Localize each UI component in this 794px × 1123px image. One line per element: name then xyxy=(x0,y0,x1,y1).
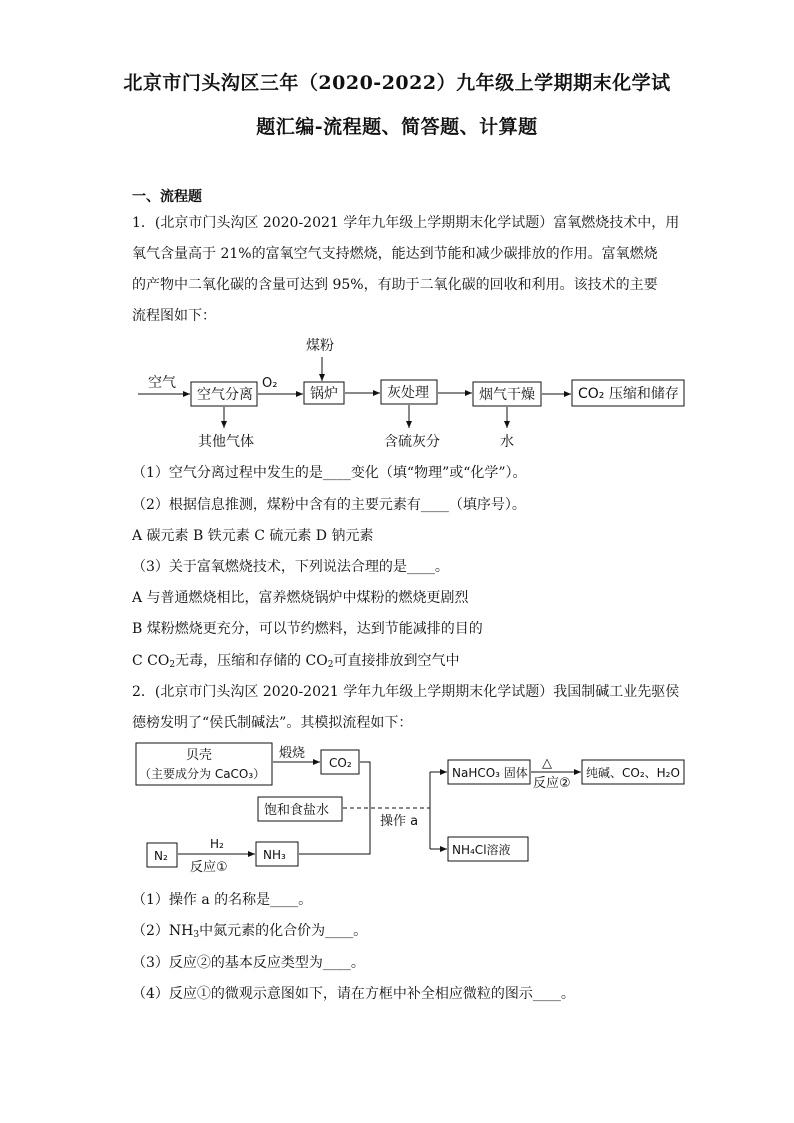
q1-option-b: B 煤粉燃烧更充分，可以节约燃料，达到节能减排的目的 xyxy=(132,621,483,637)
nahco3-label: NaHCO₃ 固体 xyxy=(452,766,528,780)
q1-line1: 1．(北京市门头沟区 2020-2021 学年九年级上学期期末化学试题）富氧燃烧技术中，用 xyxy=(132,215,680,231)
o2-label: O₂ xyxy=(262,376,278,391)
co2-label: CO₂ xyxy=(329,756,352,770)
nh4cl-label: NH₄Cl溶液 xyxy=(452,843,511,857)
nh3-label: NH₃ xyxy=(263,848,286,862)
reaction2-label: 反应② xyxy=(533,776,571,791)
q2-sub2: $(2)NH_3$中氮元素的化合价为____。 xyxy=(132,923,368,940)
products-label: 纯碱、CO₂、H₂O xyxy=(586,766,680,780)
document-title-line2: 题汇编-流程题、简答题、计算题 xyxy=(256,116,538,138)
shell-label: 贝壳 xyxy=(186,748,213,763)
q1-line3: 的产物中二氧化碳的含量可达到 95%，有助于二氧化碳的回收和利用。该技术的主要 xyxy=(132,277,658,293)
q2-line2: 德榜发明了“侯氏制碱法”。其模拟流程如下： xyxy=(132,715,413,731)
q2-sub3: （3）反应②的基本反应类型为____。 xyxy=(132,955,365,971)
document-title-line1: 北京市门头沟区三年（2020-2022）九年级上学期期末化学试 xyxy=(123,72,671,94)
air-label: 空气 xyxy=(148,375,176,391)
co2-store-label: CO₂ 压缩和储存 xyxy=(578,386,679,402)
section-heading: 一、流程题 xyxy=(132,189,202,205)
reaction1-label: 反应① xyxy=(190,860,228,875)
h2-label: H₂ xyxy=(210,837,224,851)
shell-note: （主要成分为 CaCO₃） xyxy=(139,767,266,781)
flow-diagram-2 xyxy=(0,735,794,875)
sulfurash-label: 含硫灰分 xyxy=(384,434,440,450)
brine-label: 饱和食盐水 xyxy=(264,803,330,818)
q1-sub1: （1）空气分离过程中发生的是____变化（填“物理”或“化学”）。 xyxy=(132,465,527,481)
ash-label: 灰处理 xyxy=(387,385,429,401)
q2-line1: 2．(北京市门头沟区 2020-2021 学年九年级上学期期末化学试题）我国制碱工业先驱侯 xyxy=(132,684,680,700)
othergas-label: 其他气体 xyxy=(198,434,254,450)
heat-symbol: △ xyxy=(542,756,552,771)
boiler-label: 锅炉 xyxy=(310,386,338,402)
q1-option-c: C $CO_2$无毒，压缩和存储的 $CO_2$可直接排放到空气中 xyxy=(132,653,460,670)
separation-label: 空气分离 xyxy=(197,387,253,403)
coal-label: 煤粉 xyxy=(306,338,334,354)
water-label: 水 xyxy=(500,434,514,450)
q2-sub1: （1）操作 a 的名称是____。 xyxy=(132,892,313,908)
n2-label: N₂ xyxy=(154,849,168,863)
q1-options2: A 碳元素 B 铁元素 C 硫元素 D 钠元素 xyxy=(132,528,374,544)
q2-sub4: （4）反应①的微观示意图如下，请在方框中补全相应微粒的图示____。 xyxy=(132,986,575,1002)
q1-option-a: A 与普通燃烧相比，富养燃烧锅炉中煤粉的燃烧更剧烈 xyxy=(132,590,469,606)
q1-sub3: （3）关于富氧燃烧技术，下列说法合理的是____。 xyxy=(132,559,449,575)
flow-diagram-1 xyxy=(0,330,794,454)
q1-line4: 流程图如下： xyxy=(132,308,216,324)
calcine-label: 煅烧 xyxy=(279,746,306,761)
co2-line xyxy=(360,762,370,808)
q1-line2: 氧气含量高于 21%的富氧空气支持燃烧，能达到节能和减少碳排放的作用。富氧燃烧 xyxy=(132,246,658,262)
flue-label: 烟气干燥 xyxy=(479,387,535,403)
q1-sub2: （2）根据信息推测，煤粉中含有的主要元素有____（填序号）。 xyxy=(132,497,526,513)
op-a-label: 操作 a xyxy=(380,814,419,829)
